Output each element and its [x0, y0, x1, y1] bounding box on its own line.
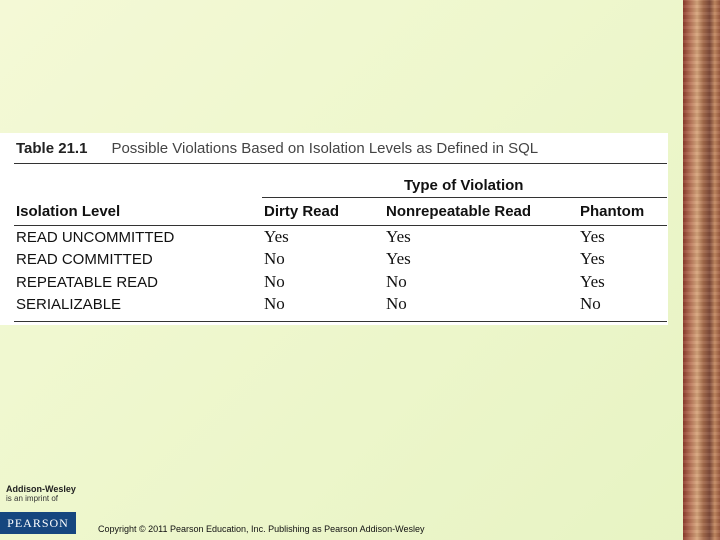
table-cell-nonrepeatable-read: Yes — [386, 249, 411, 268]
header-rule — [14, 225, 667, 226]
table-panel — [0, 133, 668, 325]
table-cell-phantom: Yes — [580, 227, 605, 246]
table-cell-dirty-read: No — [264, 249, 285, 268]
table-cell-level: READ UNCOMMITTED — [16, 229, 175, 246]
table-cell-nonrepeatable-read: No — [386, 294, 407, 313]
side-bar-texture — [683, 0, 720, 540]
publisher-subtitle: is an imprint of — [6, 494, 59, 503]
column-header-nonrepeatable-read: Nonrepeatable Read — [386, 203, 532, 220]
copyright-text: Copyright © 2011 Pearson Education, Inc. Publishing as Pearson Addison-Wesley — [98, 524, 425, 534]
table-caption — [16, 139, 538, 159]
top-rule — [14, 163, 667, 164]
table-cell-phantom: No — [580, 294, 601, 313]
table-caption-text: Possible Violations Based on Isolation Levels as Defined in SQL — [111, 140, 539, 157]
table-cell-phantom: Yes — [580, 272, 605, 291]
table-cell-dirty-read: No — [264, 272, 285, 291]
table-cell-nonrepeatable-read: No — [386, 272, 407, 291]
publisher-name: Addison-Wesley — [6, 484, 76, 494]
group-header: Type of Violation — [404, 177, 524, 194]
table-cell-phantom: Yes — [580, 249, 605, 268]
table-cell-level: READ COMMITTED — [16, 251, 153, 268]
column-header-phantom: Phantom — [580, 203, 645, 220]
table-cell-level: REPEATABLE READ — [16, 274, 158, 291]
table-cell-level: SERIALIZABLE — [16, 296, 122, 313]
column-header-dirty-read: Dirty Read — [264, 203, 340, 220]
bottom-rule — [14, 321, 667, 322]
decorative-side-bar — [683, 0, 720, 540]
group-rule — [262, 197, 667, 198]
pearson-logo: PEARSON — [0, 512, 76, 534]
column-header-isolation-level: Isolation Level — [16, 203, 121, 220]
table-cell-nonrepeatable-read: Yes — [386, 227, 411, 246]
table-cell-dirty-read: Yes — [264, 227, 289, 246]
table-cell-dirty-read: No — [264, 294, 285, 313]
publisher-logo — [6, 484, 76, 504]
table-number: Table 21.1 — [16, 140, 88, 157]
